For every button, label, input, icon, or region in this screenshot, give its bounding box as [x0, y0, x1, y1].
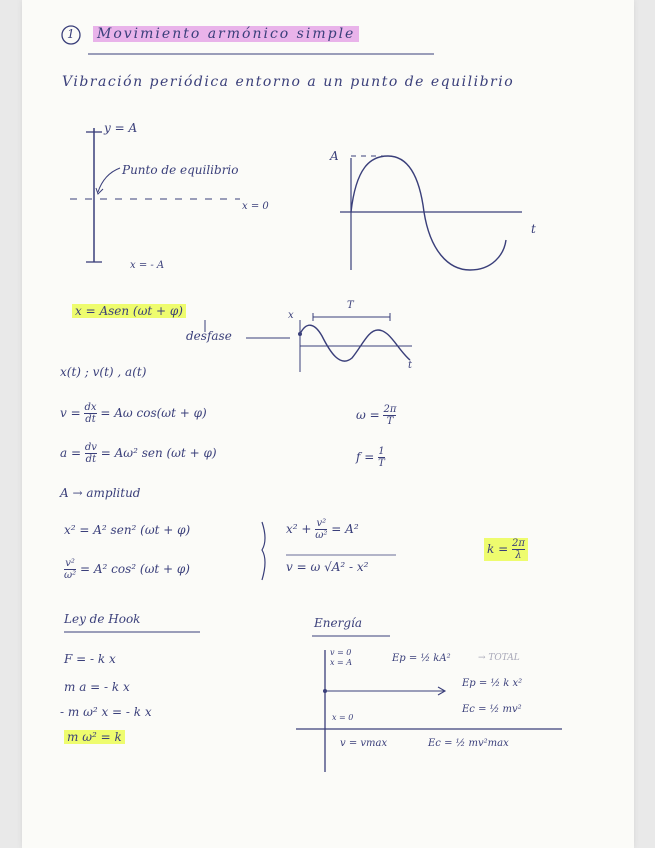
- acceleration-equation: a = $\frac{dv}{dt}$ = Aω² sen (ωt + φ): [60, 442, 217, 465]
- intro-text: Vibración periódica entorno a un punto de equilibrio: [62, 74, 515, 90]
- equilibrium-arrow: [98, 168, 120, 192]
- energy-kinetic-max: Ec = ½ mv²max: [428, 738, 509, 749]
- velocity-amplitude-equation: v = ω √A² - x²: [286, 560, 369, 574]
- label-y-equals-a: y = A: [104, 121, 138, 135]
- energy-potential-max: Ep = ½ kA²: [392, 653, 451, 664]
- label-amplitude: A: [330, 149, 339, 163]
- sum-equation: x² + $\frac{\text{v²}}{\text{ω²}}$ = A²: [286, 518, 359, 541]
- energy-potential-equation: Ep = ½ k x²: [462, 678, 523, 689]
- energy-total-label: → TOTAL: [478, 653, 520, 663]
- phase-period-label: T: [347, 300, 354, 311]
- hook-line-3: - m ω² x = - k x: [60, 705, 152, 719]
- phase-curve: [300, 325, 410, 361]
- wavenumber-equation: k = $\frac{2\pi}{\lambda}$: [484, 538, 528, 561]
- functions-list: x(t) ; v(t) , a(t): [60, 365, 147, 379]
- hook-title: Ley de Hook: [64, 612, 141, 626]
- energy-x-zero: x = 0: [332, 713, 354, 722]
- v-squared-equation: $\frac{\text{v²}}{\text{ω²}}$ = A² cos² (ωt + φ): [64, 558, 190, 581]
- hook-line-2: m a = - k x: [64, 680, 130, 694]
- hook-line-4: m ω² = k: [64, 730, 125, 744]
- title-number: 1: [67, 27, 75, 41]
- energy-v-zero: v = 0: [330, 648, 352, 657]
- label-t-axis: t: [531, 222, 536, 236]
- phase-x-label: x: [288, 310, 294, 321]
- energy-v-max: v = vmax: [340, 738, 388, 749]
- omega-equation: ω = $\frac{2\pi}{T}$: [356, 404, 397, 427]
- energy-title: Energía: [314, 616, 362, 630]
- velocity-equation: v = $\frac{dx}{dt}$ = Aω cos(ωt + φ): [60, 402, 207, 425]
- hook-line-1: F = - k x: [64, 652, 116, 666]
- phase-t-label: t: [408, 360, 413, 371]
- sine-curve: [351, 156, 506, 270]
- position-equation: x = Asen (ωt + φ): [72, 304, 186, 318]
- label-equilibrium: Punto de equilibrio: [122, 163, 239, 177]
- label-x-zero: x = 0: [242, 201, 269, 212]
- energy-x-a: x = A: [330, 658, 353, 667]
- label-desfase: desfase: [186, 329, 232, 343]
- label-x-minus-a: x = - A: [130, 260, 165, 271]
- system-brace: [262, 522, 265, 580]
- x-squared-equation: x² = A² sen² (ωt + φ): [64, 523, 191, 537]
- amplitude-note: A → amplitud: [60, 486, 141, 500]
- page-title: Movimiento armónico simple: [93, 26, 359, 42]
- frequency-equation: f = $\frac{1}{T}$: [356, 446, 385, 469]
- energy-kinetic-equation: Ec = ½ mv²: [462, 704, 522, 715]
